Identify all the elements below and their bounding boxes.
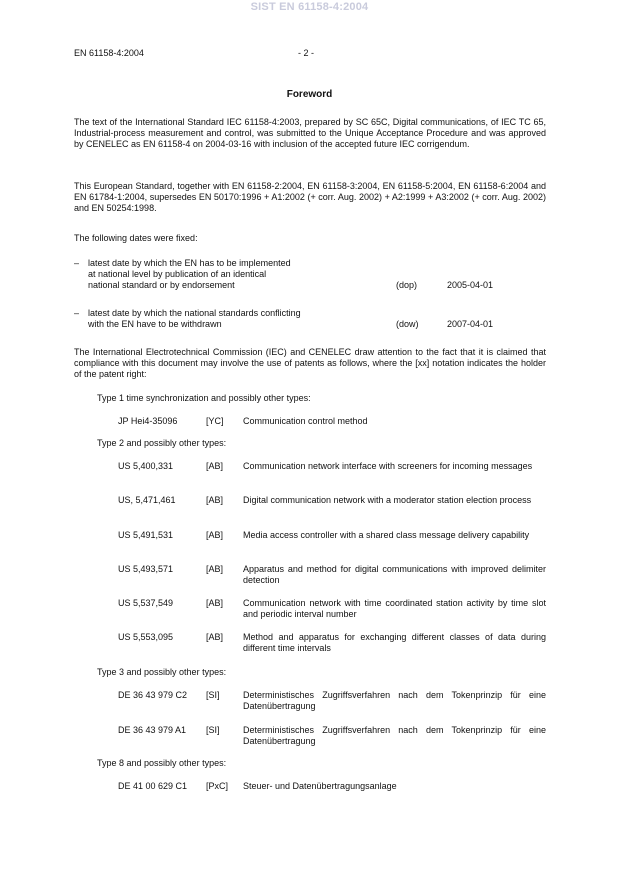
- patent-number: US 5,537,549: [118, 598, 174, 608]
- patent-holder: [YC]: [206, 416, 224, 426]
- date-abbr: (dow): [396, 319, 419, 329]
- patent-number: US 5,553,095: [118, 632, 174, 642]
- paragraph-supersedes: This European Standard, together with EN 61158-2:2004, EN 61158-3:2004, EN 61158-5:2004, EN 61158-6:2004 and EN 61784-1:2004, supersedes EN 50170:1996 + A1:2002 (+ corr. Aug. 2002) + A2:1999 + A3:2002 (+ corr. Aug. 2002) and EN 50254:1998.: [74, 181, 546, 213]
- patent-holder: [SI]: [206, 725, 220, 735]
- patent-description: Digital communication network with a moderator station election process: [243, 495, 532, 505]
- patent-number: JP Hei4-35096: [118, 416, 178, 426]
- patent-holder: [AB]: [206, 598, 224, 608]
- patent-number: DE 36 43 979 C2: [118, 690, 188, 700]
- patent-number: DE 36 43 979 A1: [118, 725, 187, 735]
- page-title: Foreword: [286, 89, 333, 100]
- patent-description: Deterministisches Zugriffsverfahren nach dem Tokenprinzip für eine Datenübertragung: [243, 690, 546, 711]
- patent-holder: [AB]: [206, 495, 224, 505]
- patent-number: US, 5,471,461: [118, 495, 176, 505]
- date-item-line: national standard or by endorsement: [88, 280, 235, 290]
- date-item-line: latest date by which the EN has to be implemented: [88, 258, 291, 268]
- patent-description: Method and apparatus for exchanging different classes of data during different time intervals: [243, 632, 546, 653]
- paragraph-dates-intro: The following dates were fixed:: [74, 233, 198, 243]
- watermark: SIST EN 61158-4:2004: [250, 1, 369, 13]
- patent-description: Communication control method: [243, 416, 368, 426]
- date-item-line: latest date by which the national standards conflicting: [88, 308, 301, 318]
- date-item-text: [88, 308, 388, 330]
- patent-description: Media access controller with a shared class message delivery capability: [243, 530, 530, 540]
- patent-number: US 5,400,331: [118, 461, 174, 471]
- type-heading: Type 1 time synchronization and possibly other types:: [97, 393, 311, 403]
- type-heading: Type 2 and possibly other types:: [97, 438, 227, 448]
- list-dash: –: [74, 308, 80, 318]
- paragraph-intro: The text of the International Standard IEC 61158-4:2003, prepared by SC 65C, Digital communications, of IEC TC 65, Industrial-process measurement and control, was submitted to the Unique Acceptance Procedure and was approved by CENELEC as EN 61158-4 on 2004-03-16 with inclusion of the accepted future IEC corrigendum.: [74, 117, 546, 149]
- patent-description: Communication network with time coordinated station activity by time slot and periodic interval number: [243, 598, 546, 619]
- patent-holder: [PxC]: [206, 781, 229, 791]
- date-value: 2007-04-01: [447, 319, 494, 329]
- date-item-line: with the EN have to be withdrawn: [88, 319, 222, 329]
- patent-holder: [AB]: [206, 461, 224, 471]
- patent-holder: [AB]: [206, 564, 224, 574]
- patent-holder: [SI]: [206, 690, 220, 700]
- type-heading: Type 3 and possibly other types:: [97, 667, 227, 677]
- patent-description: Communication network interface with screeners for incoming messages: [243, 461, 533, 471]
- patent-description: Steuer- und Datenübertragungsanlage: [243, 781, 397, 791]
- patent-holder: [AB]: [206, 530, 224, 540]
- list-dash: –: [74, 258, 80, 268]
- paragraph-patent-intro: The International Electrotechnical Commission (IEC) and CENELEC draw attention to the fact that it is claimed that compliance with this document may involve the use of patents as follows, where the [xx] notation indicates the holder of the patent right:: [74, 347, 546, 379]
- patent-holder: [AB]: [206, 632, 224, 642]
- patent-description: Deterministisches Zugriffsverfahren nach dem Tokenprinzip für eine Datenübertragung: [243, 725, 546, 746]
- patent-number: US 5,491,531: [118, 530, 174, 540]
- date-item-line: at national level by publication of an identical: [88, 269, 267, 279]
- patent-number: US 5,493,571: [118, 564, 174, 574]
- date-item-text: [88, 258, 388, 291]
- page-number: - 2 -: [298, 48, 315, 58]
- patent-description: Apparatus and method for digital communications with improved delimiter detection: [243, 564, 546, 585]
- date-abbr: (dop): [396, 280, 418, 290]
- patent-number: DE 41 00 629 C1: [118, 781, 188, 791]
- type-heading: Type 8 and possibly other types:: [97, 758, 227, 768]
- document-id: EN 61158-4:2004: [74, 48, 144, 58]
- date-value: 2005-04-01: [447, 280, 494, 290]
